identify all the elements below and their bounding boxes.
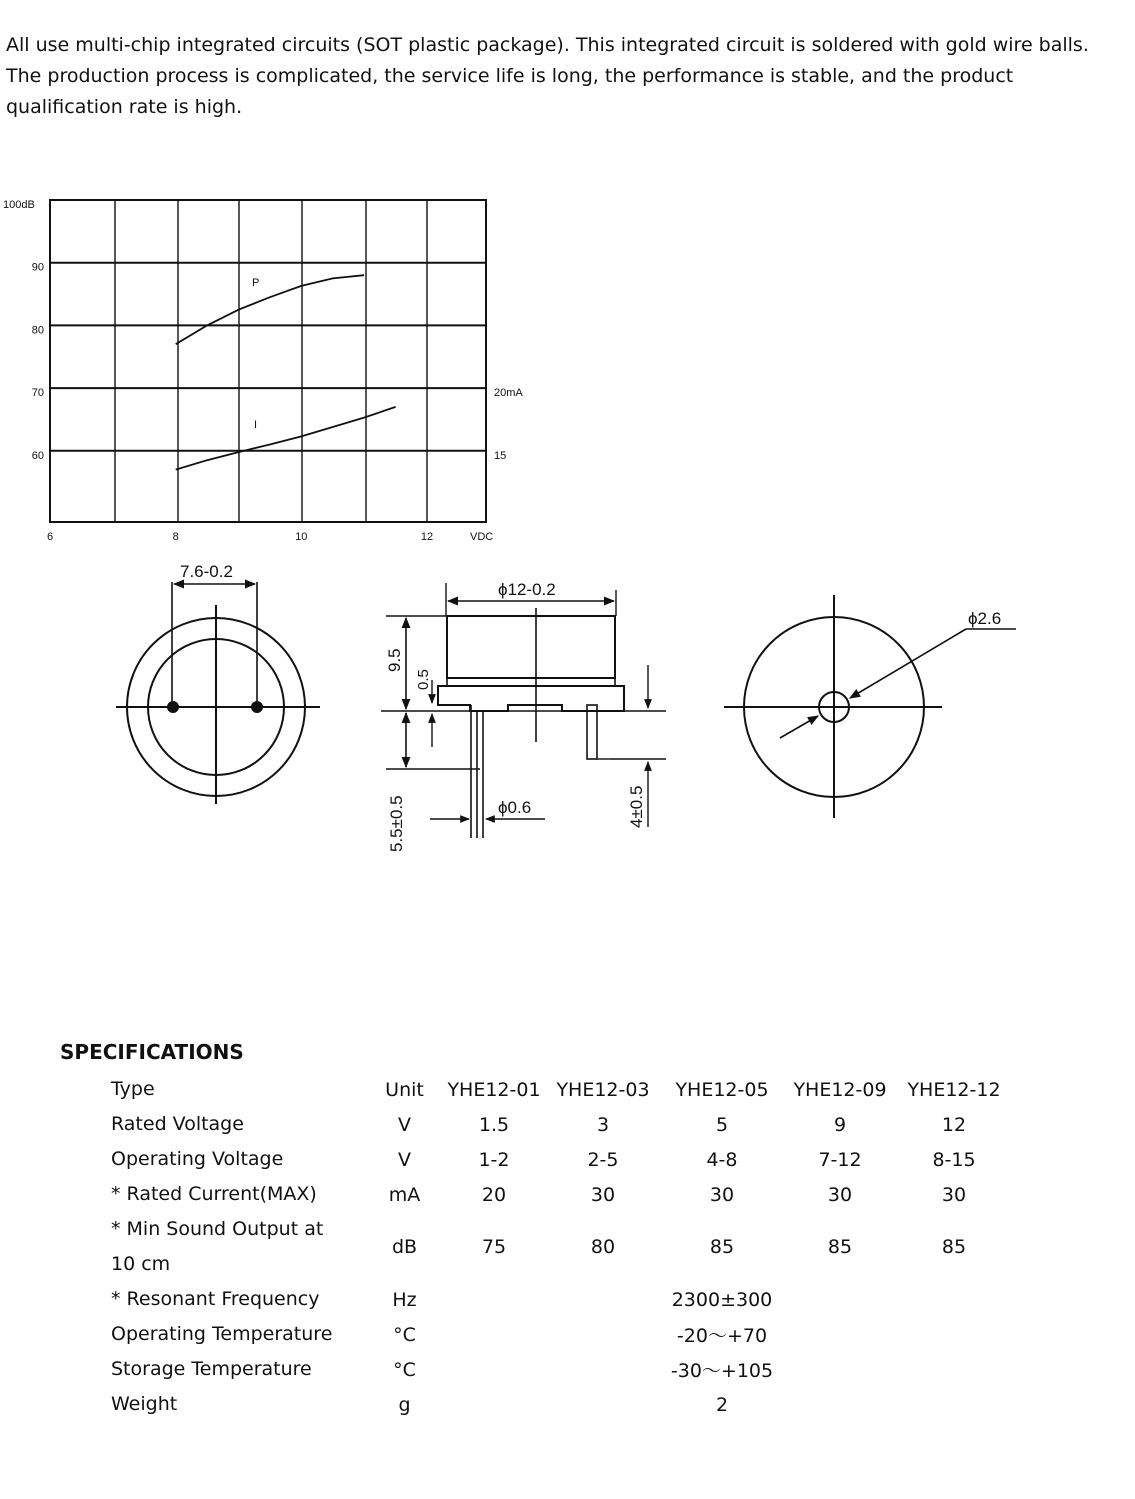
chart-right-tick-labels <box>494 387 523 462</box>
table-row <box>104 1107 1016 1142</box>
cell-shared-value: 2 <box>715 1393 729 1416</box>
performance-chart <box>0 190 560 550</box>
x-unit-label: VDC <box>470 531 494 543</box>
cell-value: 75 <box>481 1236 507 1258</box>
right-tick-label: 15 <box>494 449 507 462</box>
row-label: Weight <box>111 1393 178 1415</box>
cell-value: 85 <box>709 1236 735 1258</box>
cell-value: 30 <box>590 1183 616 1206</box>
series-line-i <box>176 407 396 470</box>
table-row <box>104 1282 1016 1317</box>
cell-value: 1-2 <box>478 1148 510 1171</box>
dim-pin-spacing: 7.6-0.2 <box>180 562 233 581</box>
table-row <box>104 1212 1016 1282</box>
dim-diameter: ϕ12-0.2 <box>498 580 556 599</box>
row-unit: °C <box>393 1323 416 1346</box>
y-tick-label: 70 <box>31 387 44 400</box>
header-model: YHE12-09 <box>793 1078 887 1101</box>
row-label <box>104 1212 371 1282</box>
row-unit: g <box>398 1393 411 1416</box>
cell-value: 85 <box>827 1236 853 1258</box>
x-tick-label: 8 <box>172 531 179 543</box>
cell-value: 80 <box>590 1236 616 1258</box>
cell-value: 85 <box>941 1236 967 1258</box>
table-row <box>104 1177 1016 1212</box>
row-label: Storage Temperature <box>111 1358 312 1380</box>
row-unit: mA <box>388 1183 421 1206</box>
dim-step: 0.5 <box>415 669 432 690</box>
cell-value: 12 <box>941 1113 967 1136</box>
cell-value: 30 <box>941 1183 967 1206</box>
chart-x-tick-labels <box>47 531 493 543</box>
row-label: Operating Temperature <box>111 1323 333 1345</box>
y-tick-label: 100dB <box>3 199 35 211</box>
row-unit: V <box>398 1148 411 1171</box>
row-unit: °C <box>393 1358 416 1381</box>
series-label: I <box>254 419 258 431</box>
bottom-view <box>116 562 320 804</box>
table-row <box>104 1387 1016 1422</box>
cell-shared-value: 2300±300 <box>671 1288 773 1311</box>
header-model: YHE12-12 <box>907 1078 1001 1101</box>
x-tick-label: 12 <box>420 531 434 543</box>
table-row <box>104 1072 1016 1107</box>
row-unit: dB <box>391 1236 418 1258</box>
cell-value: 8-15 <box>932 1148 976 1171</box>
cell-value: 30 <box>709 1183 735 1206</box>
x-tick-label: 6 <box>46 531 54 543</box>
header-type: Type <box>111 1078 155 1100</box>
cell-value: 30 <box>827 1183 853 1206</box>
dim-height: 9.5 <box>385 648 404 672</box>
spec-heading: SPECIFICATIONS <box>60 1040 244 1064</box>
row-label: Rated Voltage <box>111 1113 244 1135</box>
dim-hole: ϕ2.6 <box>968 609 1002 628</box>
cell-value: 2-5 <box>587 1148 619 1171</box>
cell-value: 5 <box>715 1113 729 1136</box>
row-label: * Rated Current(MAX) <box>111 1183 317 1205</box>
dim-side-pin: 4±0.5 <box>627 785 646 828</box>
top-view <box>724 595 1016 818</box>
row-label: Operating Voltage <box>111 1148 284 1170</box>
header-model: YHE12-01 <box>447 1078 541 1101</box>
header-model: YHE12-03 <box>556 1078 650 1101</box>
dimension-drawing <box>0 555 1060 855</box>
row-unit: V <box>398 1113 411 1136</box>
cell-value: 4-8 <box>706 1148 738 1171</box>
series-label: P <box>252 277 260 289</box>
chart-y-tick-labels <box>3 199 44 462</box>
row-unit: Hz <box>392 1288 417 1311</box>
dim-pin-length: 5.5±0.5 <box>387 795 406 852</box>
cell-shared-value: -20～+70 <box>676 1325 768 1347</box>
spec-table <box>104 1072 1016 1422</box>
table-row <box>104 1317 1016 1352</box>
y-tick-label: 60 <box>31 449 44 462</box>
cell-value: 3 <box>596 1113 610 1136</box>
table-row <box>104 1352 1016 1387</box>
y-tick-label: 90 <box>31 261 44 274</box>
table-row <box>104 1142 1016 1177</box>
cell-value: 9 <box>833 1113 847 1136</box>
series-line-p <box>176 275 364 344</box>
cell-value: 7-12 <box>818 1148 862 1171</box>
row-label: * Resonant Frequency <box>111 1288 320 1310</box>
header-unit: Unit <box>385 1078 424 1101</box>
right-tick-label: 20mA <box>494 387 523 400</box>
chart-grid <box>50 200 486 522</box>
y-tick-label: 80 <box>31 324 44 337</box>
row-label-line1: * Min Sound Output at <box>111 1218 324 1240</box>
row-label-line2: 10 cm <box>111 1253 171 1275</box>
intro-paragraph: All use multi-chip integrated circuits (SOT plastic package). This integrated circuit is soldered with gold wire balls. The production process is complicated, the service life is long, the performance is stable, and the product qualification rate is high. <box>6 34 1089 118</box>
dim-pin-diameter: ϕ0.6 <box>498 798 532 817</box>
cell-value: 20 <box>481 1183 507 1206</box>
header-model: YHE12-05 <box>675 1078 769 1101</box>
side-view <box>381 580 666 852</box>
cell-value: 1.5 <box>478 1113 510 1136</box>
cell-shared-value: -30～+105 <box>670 1360 774 1382</box>
x-tick-label: 10 <box>295 531 308 543</box>
chart-series <box>176 275 396 469</box>
